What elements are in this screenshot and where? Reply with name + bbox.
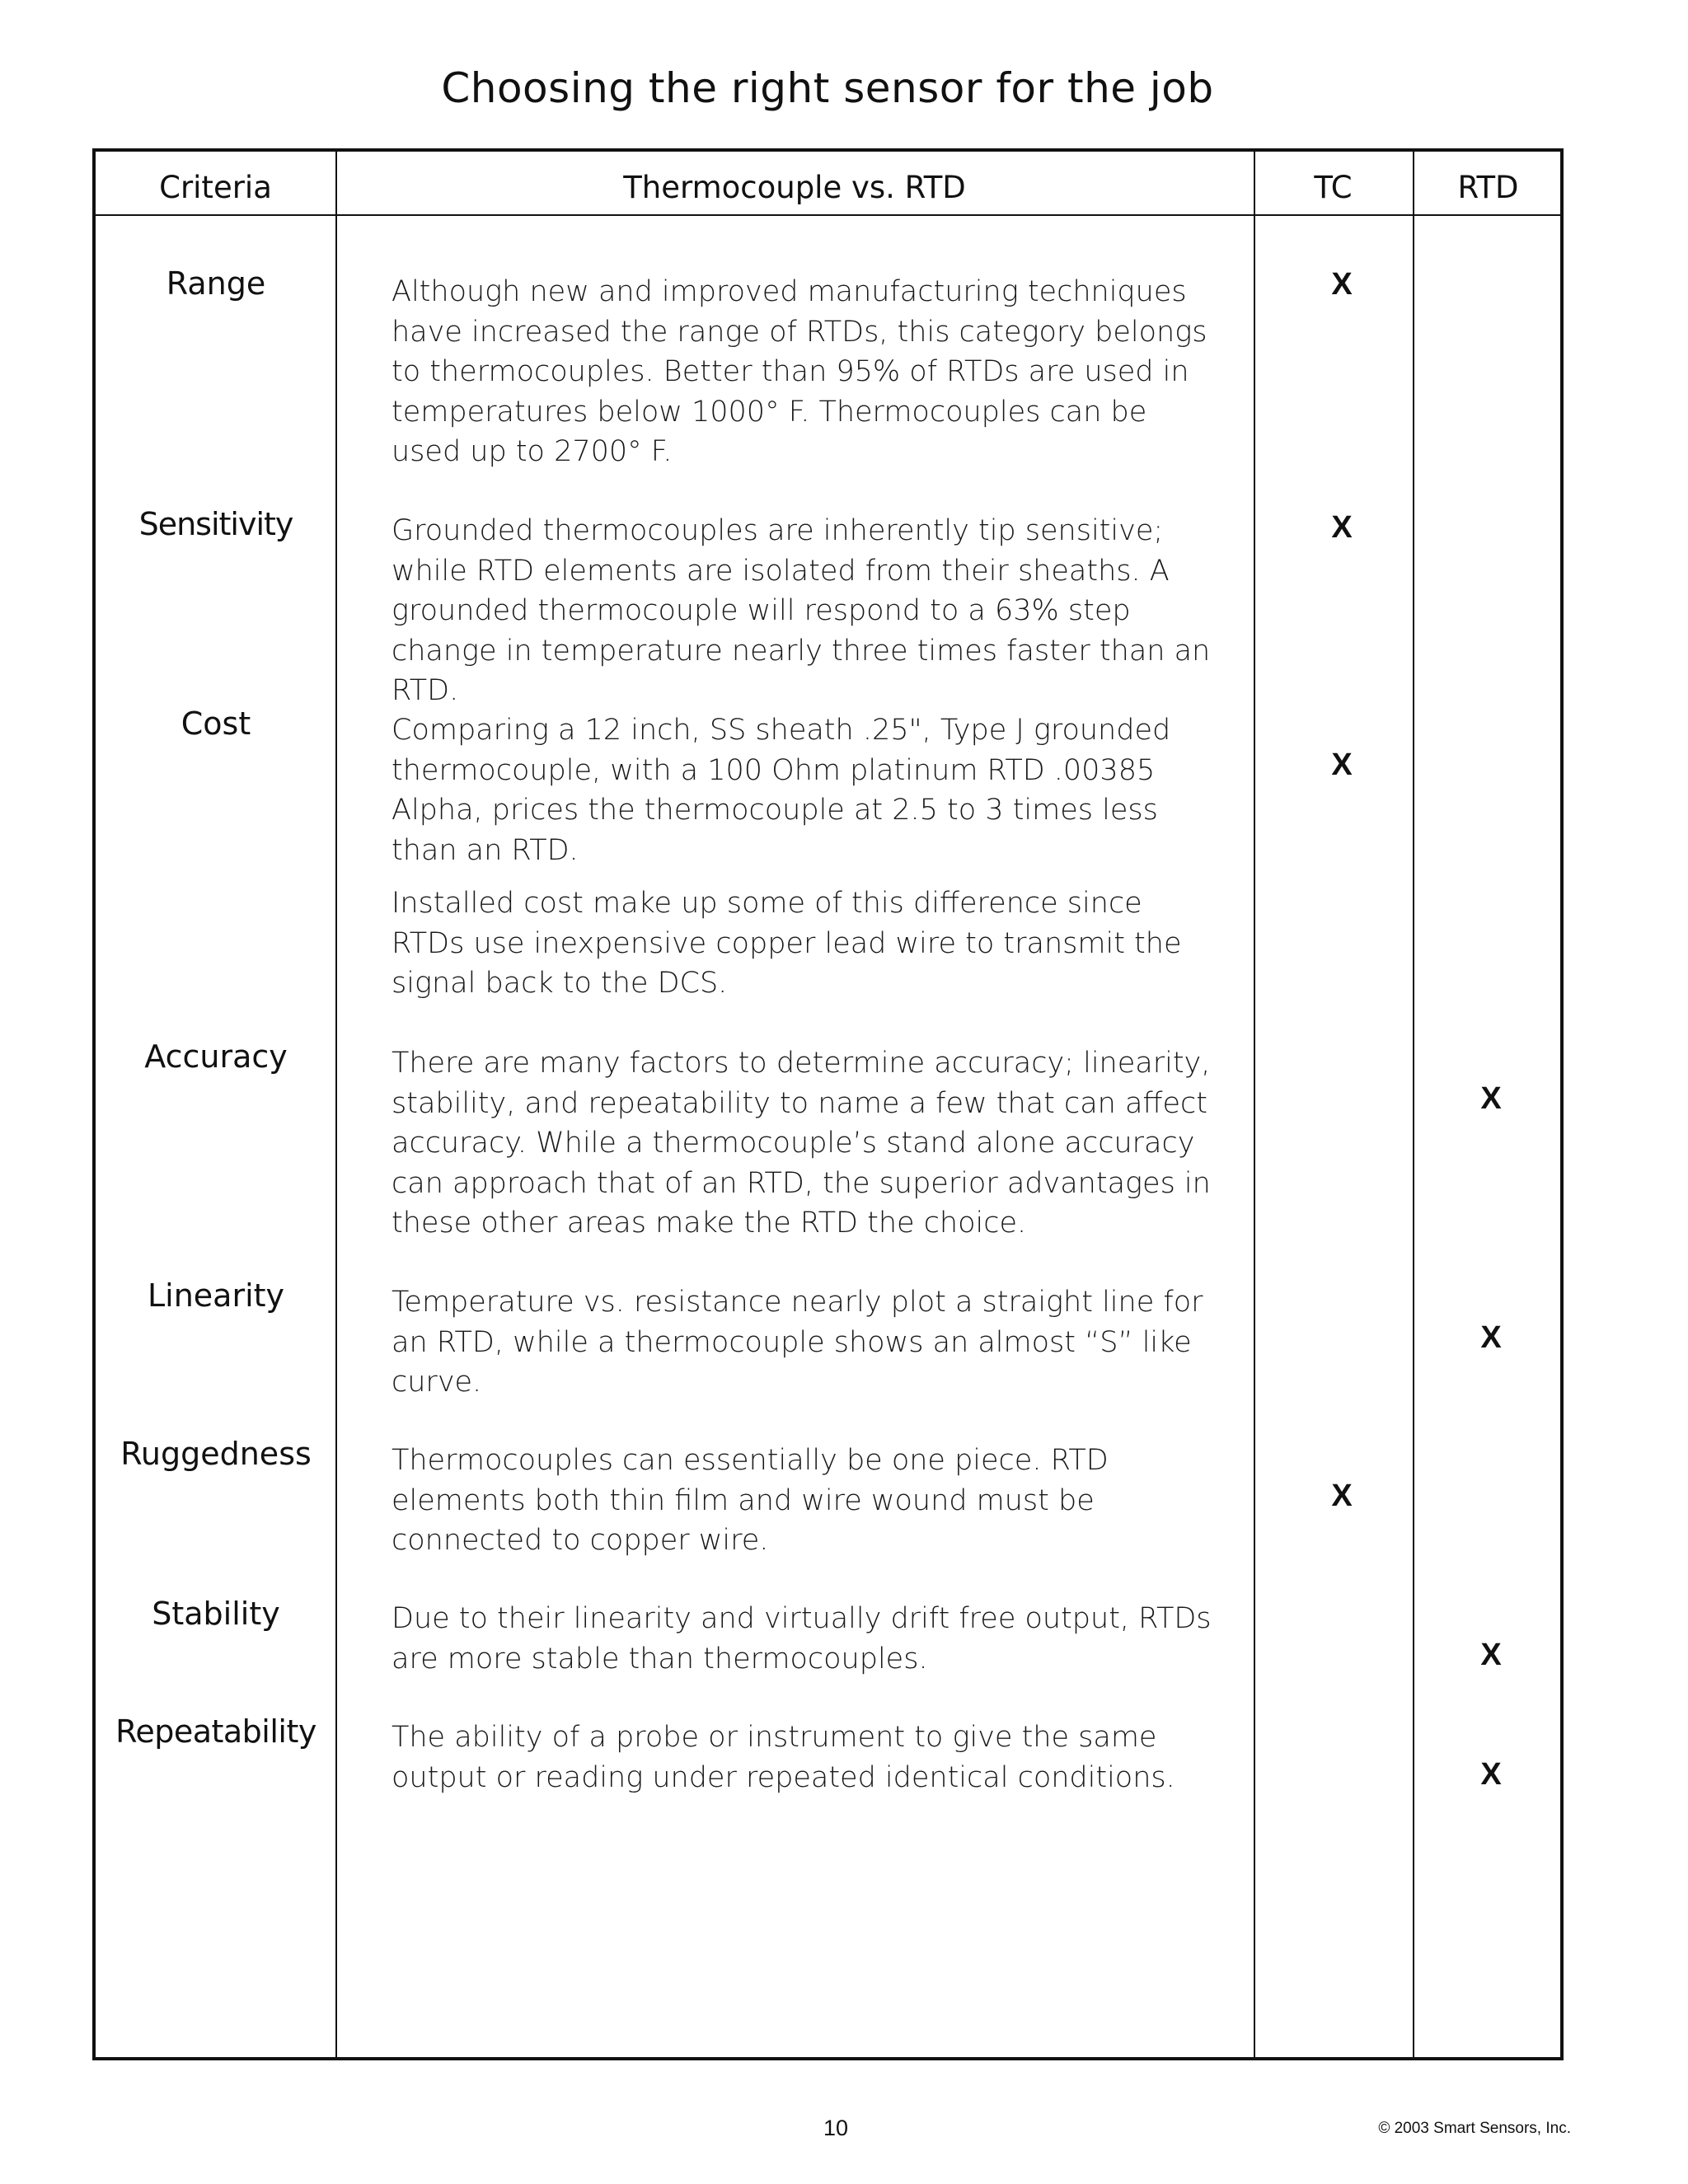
criteria-repeatability: Repeatability — [115, 1713, 316, 1750]
header-rtd: RTD — [1457, 170, 1519, 205]
criteria-linearity: Linearity — [147, 1277, 285, 1314]
header-row-divider — [96, 214, 1560, 216]
description-range: Although new and improved manufacturing techniques have increased the range of RTDs, this category belongs to thermocouples. Better than 95% of RTDs are used in temperatures below 1000° F. Thermocouples can be used up to 2700° F. — [392, 275, 1207, 468]
page-title: Choosing the right sensor for the job — [441, 64, 1214, 112]
header-comparison: Thermocouple vs. RTD — [623, 170, 966, 205]
description-linearity: Temperature vs. resistance nearly plot a straight line for an RTD, while a thermocouple shows an almost “S” like curve. — [392, 1286, 1203, 1399]
tc-mark-sensitivity: X — [1331, 510, 1353, 545]
header-tc: TC — [1314, 170, 1353, 205]
tc-mark-ruggedness: X — [1331, 1479, 1353, 1513]
comparison-table — [92, 148, 1564, 2060]
criteria-accuracy: Accuracy — [144, 1038, 288, 1075]
tc-mark-range: X — [1331, 267, 1353, 302]
description-accuracy: There are many factors to determine accuracy; linearity, stability, and repeatability to name a few that can affect accuracy. While a thermocouple’s stand alone accuracy can approach that of an RTD, the superior advantages in these other areas make the RTD the choice. — [392, 1047, 1211, 1240]
criteria-range: Range — [166, 265, 266, 302]
description-sensitivity: Grounded thermocouples are inherently tip sensitive; while RTD elements are isolated from their sheaths. A grounded thermocouple will respond to a 63% step change in temperature nearly three times faster than an RTD. — [392, 514, 1211, 707]
copyright-notice: © 2003 Smart Sensors, Inc. — [1378, 2120, 1571, 2137]
criteria-cost: Cost — [181, 705, 251, 742]
description-cost-2: Installed cost make up some of this difference since RTDs use inexpensive copper lead wire to transmit the signal back to the DCS. — [392, 887, 1182, 1000]
rtd-mark-repeatability: X — [1480, 1757, 1502, 1792]
rtd-mark-stability: X — [1480, 1638, 1502, 1672]
description-ruggedness: Thermocouples can essentially be one piece. RTD elements both thin film and wire wound must be connected to copper wire. — [392, 1444, 1109, 1557]
criteria-stability: Stability — [152, 1596, 280, 1632]
column-divider-comparison — [1254, 152, 1255, 2057]
description-repeatability: The ability of a probe or instrument to give the same output or reading under repeated identical conditions. — [392, 1721, 1175, 1794]
rtd-mark-linearity: X — [1480, 1320, 1502, 1355]
tc-mark-cost: X — [1331, 748, 1353, 782]
page-number: 10 — [823, 2116, 849, 2140]
description-cost-1: Comparing a 12 inch, SS sheath .25", Type J grounded thermocouple, with a 100 Ohm platinum RTD .00385 Alpha, prices the thermocouple at 2.5 to 3 times less than an RTD. — [392, 714, 1171, 867]
criteria-ruggedness: Ruggedness — [120, 1436, 312, 1472]
column-divider-tc — [1413, 152, 1414, 2057]
description-stability: Due to their linearity and virtually drift free output, RTDs are more stable than thermocouples. — [392, 1602, 1212, 1675]
column-divider-criteria — [335, 152, 337, 2057]
header-criteria: Criteria — [159, 170, 272, 205]
rtd-mark-accuracy: X — [1480, 1081, 1502, 1116]
criteria-sensitivity: Sensitivity — [138, 506, 293, 542]
